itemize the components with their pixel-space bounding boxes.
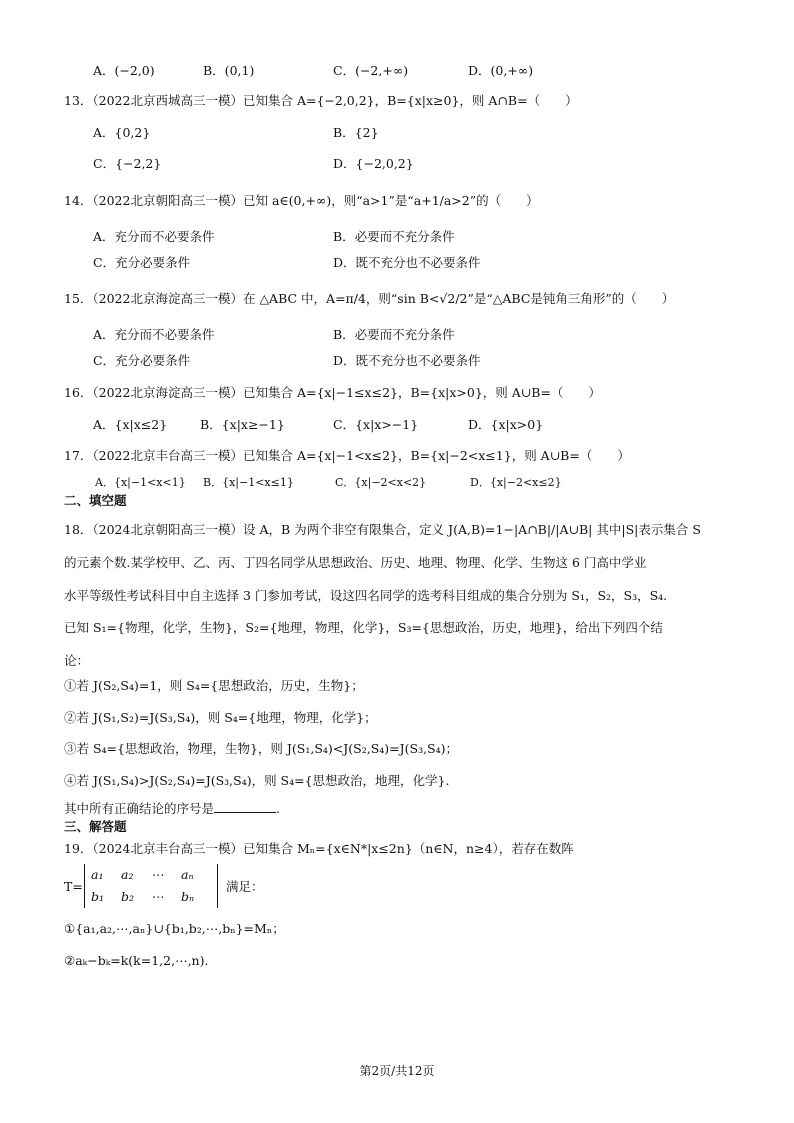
q12-option-b: B．(0,1) [203,63,255,78]
q18-question-end: . [276,801,280,816]
q14-stem: 14．（2022北京朝阳高三一模）已知 a∈(0,+∞)，则“a>1”是“a+1/a>2”的（ ） [64,193,539,208]
section-heading-solution: 三、解答题 [64,819,127,834]
q14-option-a: A．充分而不必要条件 [93,229,215,244]
q16-option-d: D．{x|x>0} [468,417,544,432]
q14-option-c: C．充分必要条件 [93,255,191,270]
matrix-cell: a₂ [121,867,134,882]
q18-line-1: 18．（2024北京朝阳高三一模）设 A，B 为两个非空有限集合，定义 J(A,B)=1−|A∩B|/|A∪B| 其中|S|表示集合 S [64,522,701,537]
q18-line-4: 已知 S₁={物理，化学，生物}，S₂={地理，物理，化学}，S₃={思想政治，历史，地理}，给出下列四个结 [64,620,663,635]
q19-condition-1: ①{a₁,a₂,⋯,aₙ}∪{b₁,b₂,⋯,bₙ}=Mₙ； [64,921,285,936]
q17-option-b: B．{x|−1<x≤1} [203,476,294,489]
matrix-cell: ⋯ [151,889,164,904]
q17-stem: 17．（2022北京丰台高三一模）已知集合 A={x|−1<x≤2}，B={x|−2<x≤1}，则 A∪B=（ ） [64,448,630,463]
q18-conclusion-4: ④若 J(S₁,S₄)>J(S₂,S₄)=J(S₃,S₄)，则 S₄={思想政治，地理，化学}. [64,773,450,788]
q15-option-b: B．必要而不充分条件 [333,327,455,342]
q12-option-c: C．(−2,+∞) [333,63,409,78]
q14-option-b: B．必要而不充分条件 [333,229,455,244]
q18-line-5: 论： [64,653,90,668]
matrix-cell: aₙ [181,867,194,882]
q18-question-text: 其中所有正确结论的序号是 [64,801,215,816]
section-heading-fill-in: 二、填空题 [64,493,127,508]
matrix-prefix: T= [64,879,83,894]
matrix-cell: bₙ [181,889,195,904]
q17-option-a: A．{x|−1<x<1} [95,476,186,489]
q13-option-d: D．{−2,0,2} [333,156,414,171]
answer-blank[interactable] [214,800,276,813]
q16-option-a: A．{x|x≤2} [93,417,168,432]
q18-conclusion-3: ③若 S₄={思想政治，物理，生物}，则 J(S₁,S₄)<J(S₂,S₄)=J(S₃,S₄)； [64,741,459,756]
q17-option-c: C．{x|−2<x<2} [335,476,427,489]
q18-conclusion-2: ②若 J(S₁,S₂)=J(S₃,S₄)，则 S₄={地理，物理，化学}； [64,710,377,725]
q18-line-2: 的元素个数.某学校甲、乙、丙、丁四名同学从思想政治、历史、地理、物理、化学、生物这 6 门高中学业 [64,555,647,570]
matrix-cell: a₁ [91,867,104,882]
matrix-row-1 [91,864,211,886]
q13-option-a: A．{0,2} [93,125,151,140]
q17-option-d: D．{x|−2<x≤2} [470,476,562,489]
q12-option-d: D．(0,+∞) [468,63,534,78]
q18-question [64,800,280,818]
q16-option-c: C．{x|x>−1} [333,417,419,432]
matrix-cell: ⋯ [151,867,164,882]
q12-option-a: A．(−2,0) [93,63,155,78]
q14-option-d: D．既不充分也不必要条件 [333,255,481,270]
q16-stem: 16．（2022北京海淀高三一模）已知集合 A={x|−1≤x≤2}，B={x|x>0}，则 A∪B=（ ） [64,385,601,400]
matrix-suffix: 满足： [226,879,264,894]
matrix-row-2 [91,886,211,908]
q13-option-b: B．{2} [333,125,379,140]
matrix-t [84,864,218,908]
q18-conclusion-1: ①若 J(S₂,S₄)=1，则 S₄={思想政治，历史，生物}； [64,678,364,693]
page-footer: 第2页/共12页 [359,1064,435,1078]
q19-condition-2: ②aₖ−bₖ=k(k=1,2,⋯,n). [64,953,209,968]
q15-option-c: C．充分必要条件 [93,353,191,368]
q15-option-d: D．既不充分也不必要条件 [333,353,481,368]
q15-stem: 15．（2022北京海淀高三一模）在 △ABC 中，A=π/4，则“sin B<√2/2”是“△ABC是钝角三角形”的（ ） [64,291,675,306]
q15-option-a: A．充分而不必要条件 [93,327,215,342]
q16-option-b: B．{x|x≥−1} [200,417,285,432]
q13-option-c: C．{−2,2} [93,156,162,171]
q19-line-1: 19．（2024北京丰台高三一模）已知集合 Mₙ={x∈N*|x≤2n}（n∈N，n≥4），若存在数阵 [64,841,574,856]
matrix-cell: b₁ [91,889,105,904]
q13-stem: 13．（2022北京西城高三一模）已知集合 A={−2,0,2}，B={x|x≥0}，则 A∩B=（ ） [64,93,578,108]
q18-line-3: 水平等级性考试科目中自主选择 3 门参加考试，设这四名同学的选考科目组成的集合分别为 S₁，S₂，S₃，S₄. [64,588,668,603]
matrix-cell: b₂ [121,889,135,904]
